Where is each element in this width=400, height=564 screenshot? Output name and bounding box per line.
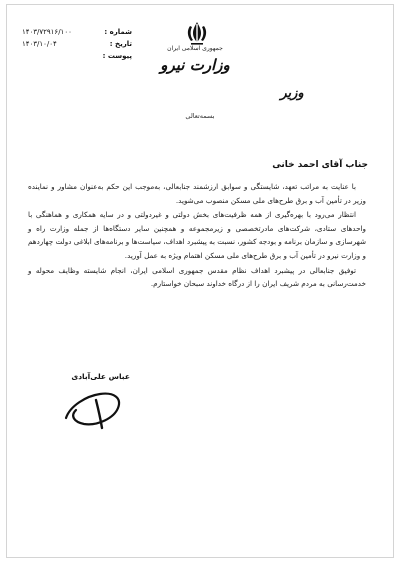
reference-attachment-row (22, 50, 132, 62)
number-value: ۱۴۰۳/۷۲۹۱۶/۱۰۰ (22, 28, 72, 36)
ministry-title: وزارت نیرو (160, 56, 230, 74)
date-label: تاریخ : (109, 40, 132, 48)
republic-title: جمهوری اسلامی ایران (167, 45, 223, 52)
paragraph: انتظار می‌رود با بهره‌گیری از همه ظرفیت‌های بخش دولتی و غیردولتی و در سایه همکاری و هماهنگی با واحدهای ستادی، شرکت‌های مادرتخصصی و زیرمجموعه و همچنین سایر دستگاه‌ها از جمله وزارت راه و شهرسازی و سازمان برنامه و بودجه کشور، نسبت به پیشبرد اهداف، سیاست‌ها و برنامه‌های ابلاغی دولت چهاردهم و وزارت نیرو در تأمین آب و برق طرح‌های ملی مسکن اهتمام ویژه به عمل آورید. (28, 210, 366, 260)
handwritten-signature (56, 384, 136, 434)
iran-emblem-icon (182, 20, 212, 46)
paragraph: توفیق جنابعالی در پیشبرد اهداف نظام مقدس جمهوری اسلامی ایران، انجام شایسته وظایف محوله و خدمت‌رسانی به مردم شریف ایران را از درگاه خداوند سبحان خواستارم. (28, 265, 366, 289)
reference-date-row (22, 38, 132, 50)
bismillah: بسمه‌تعالی (185, 112, 215, 120)
recipient-line: جناب آقای احمد خانی (272, 160, 368, 170)
date-value: ۱۴۰۳/۱۰/۰۴ (22, 40, 57, 48)
letter-body (28, 180, 366, 291)
reference-block (22, 26, 132, 62)
signer-name: عباس علی‌آبادی (71, 372, 130, 381)
number-label: شماره : (104, 28, 132, 36)
paragraph: با عنایت به مراتب تعهد، شایستگی و سوابق ارزشمند جنابعالی، به‌موجب این حکم به‌عنوان مشاور و نماینده وزیر در تأمین آب و برق طرح‌های ملی مسکن منصوب می‌شوید. (28, 182, 366, 205)
minister-title: وزیر (280, 86, 304, 101)
reference-number-row (22, 26, 132, 38)
attachment-label: پیوست : (102, 52, 132, 60)
